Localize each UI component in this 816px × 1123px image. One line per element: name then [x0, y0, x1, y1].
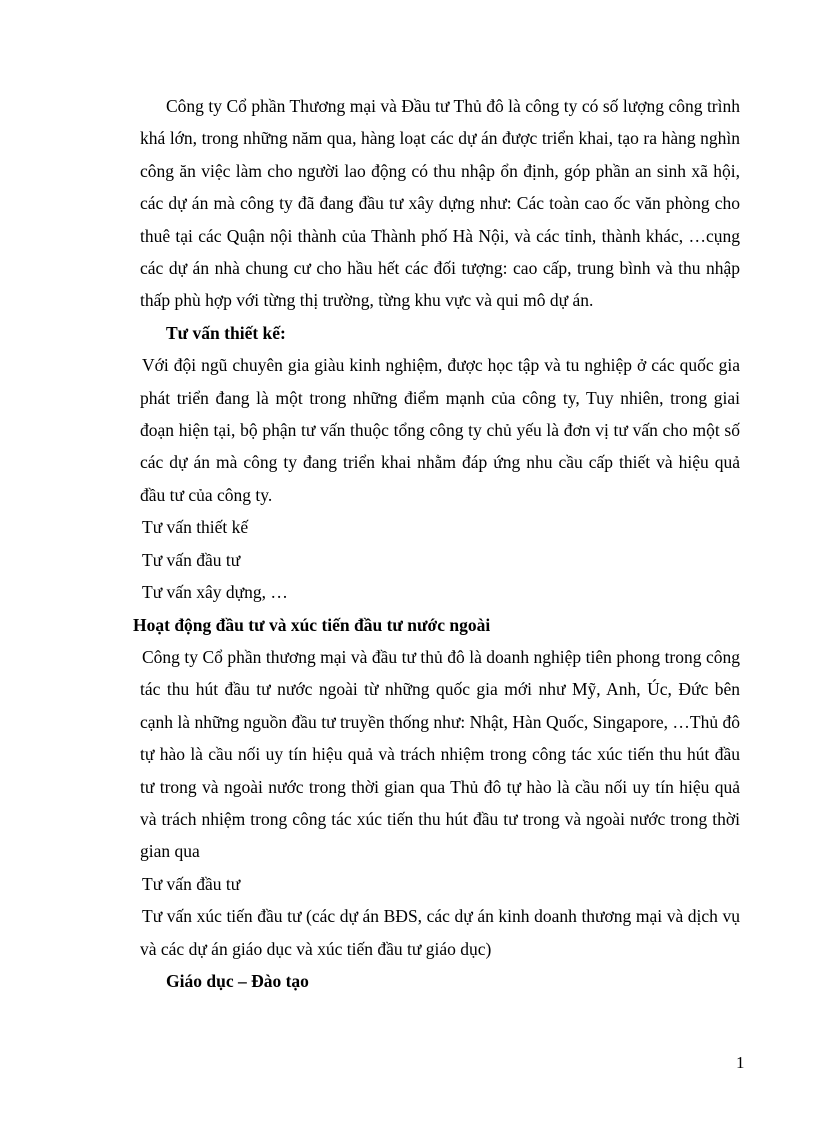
paragraph-consulting-team: Với đội ngũ chuyên gia giàu kinh nghiệm, được học tập và tu nghiệp ở các quốc gia phát triển đang là một trong những điểm mạnh của công ty, Tuy nhiên, trong giai đoạn hiện tại, bộ phận tư vấn thuộc tổng công ty chủ yếu là đơn vị tư vấn cho một số các dự án mà công ty đang triển khai nhằm đáp ứng nhu cầu cấp thiết và hiệu quả đầu tư của công ty.: [140, 355, 740, 505]
paragraph-company-overview: Công ty Cổ phần Thương mại và Đầu tư Thủ đô là công ty có số lượng công trình khá lớn, trong những năm qua, hàng loạt các dự án được triển khai, tạo ra hàng nghìn công ăn việc làm cho người lao động có thu nhập ổn định, góp phần an sinh xã hội, các dự án mà công ty đã đang đầu tư xây dựng như: Các toàn cao ốc văn phòng cho thuê tại các Quận nội thành của Thành phố Hà Nội, và các tỉnh, thành khác, …cụng các dự án nhà chung cư cho hầu hết các đối tượng: cao cấp, trung bình và thu nhập thấp phù hợp với từng thị trường, từng khu vực và qui mô dự án.: [140, 96, 740, 311]
list-item-investment-consulting-2: Tư vấn đầu tư: [142, 873, 241, 894]
paragraph-investment-promotion: Tư vấn xúc tiến đầu tư (các dự án BĐS, các dự án kinh doanh thương mại và dịch vụ và các dự án giáo dục và xúc tiến đầu tư giáo dục): [140, 906, 740, 959]
list-item-construction-consulting: Tư vấn xây dựng, …: [142, 582, 288, 603]
list-item-design-consulting: Tư vấn thiết kế: [142, 517, 249, 538]
document-body: [133, 90, 740, 997]
paragraph-foreign-investment: Công ty Cổ phần thương mại và đầu tư thủ đô là doanh nghiệp tiên phong trong công tác thu hút đầu tư nước ngoài từ những quốc gia mới như Mỹ, Anh, Úc, Đức bên cạnh là những nguồn đầu tư truyền thống như: Nhật, Hàn Quốc, Singapore, …Thủ đô tự hào là cầu nối uy tín hiệu quả và trách nhiệm trong công tác xúc tiến thu hút đầu tư trong và ngoài nước trong thời gian qua Thủ đô tự hào là cầu nối uy tín hiệu quả và trách nhiệm trong công tác xúc tiến thu hút đầu tư trong và ngoài nước trong thời gian qua: [140, 646, 740, 862]
heading-foreign-investment: Hoạt động đầu tư và xúc tiến đầu tư nước ngoài: [133, 614, 491, 635]
list-item-investment-consulting: Tư vấn đầu tư: [142, 549, 241, 570]
page-number: 1: [736, 1053, 745, 1072]
heading-design-consulting: Tư vấn thiết kế:: [166, 322, 286, 343]
heading-education-training: Giáo dục – Đào tạo: [166, 970, 309, 991]
